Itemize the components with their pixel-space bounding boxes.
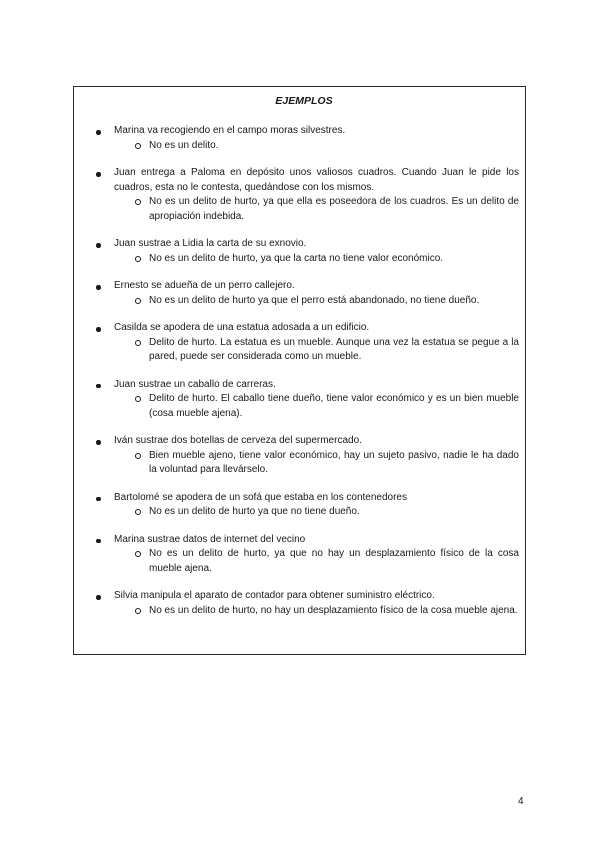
example-case: Marina va recogiendo en el campo moras silvestres.: [114, 125, 346, 136]
example-item: [89, 237, 519, 266]
example-answer-text: Bien mueble ajeno, tiene valor económico, hay un sujeto pasivo, nadie le ha dado la voluntad para llevárselo.: [149, 449, 519, 475]
example-answer: [114, 547, 519, 576]
sub-bullet-icon: [135, 396, 141, 402]
example-item: [89, 166, 519, 224]
example-case: Marina sustrae datos de internet del vecino: [114, 533, 306, 545]
example-answer: [114, 139, 519, 154]
example-answer: [114, 449, 519, 478]
sub-bullet-icon: [135, 143, 141, 149]
example-case: Juan sustrae un caballo de carreras.: [114, 378, 276, 390]
example-case: Iván sustrae dos botellas de cerveza del supermercado.: [114, 435, 362, 446]
bullet-icon: [96, 243, 101, 248]
sub-bullet-icon: [135, 340, 141, 346]
example-answer-text: No es un delito de hurto, ya que ella es poseedora de los cuadros. Es un delito de apropiación indebida.: [149, 196, 519, 222]
example-answer-text: No es un delito de hurto ya que no tiene dueño.: [149, 506, 360, 517]
example-case: Juan sustrae a Lidia la carta de su exnovio.: [114, 238, 307, 249]
sub-bullet-icon: [135, 298, 141, 304]
example-answer-text: No es un delito de hurto, no hay un desplazamiento físico de la cosa mueble ajena.: [149, 604, 518, 616]
example-answer: [114, 294, 519, 309]
example-answer: [114, 195, 519, 224]
example-answer: [114, 392, 519, 421]
bullet-icon: [96, 539, 101, 544]
example-item: [89, 589, 519, 618]
example-answer-text: Delito de hurto. El caballo tiene dueño, tiene valor económico y es un bien mueble (cosa mueble ajena).: [149, 393, 519, 419]
page-number: 4: [518, 796, 524, 807]
examples-title: EJEMPLOS: [275, 95, 333, 107]
example-answer-text: No es un delito de hurto ya que el perro está abandonado, no tiene dueño.: [149, 294, 480, 306]
sub-bullet-icon: [135, 453, 141, 459]
example-item: [89, 533, 519, 577]
example-item: [89, 434, 519, 478]
example-case: Casilda se apodera de una estatua adosada a un edificio.: [114, 322, 370, 333]
bullet-icon: [96, 595, 101, 600]
sub-bullet-icon: [135, 199, 141, 205]
example-item: [89, 321, 519, 365]
example-answer-text: Delito de hurto. La estatua es un mueble. Aunque una vez la estatua se pegue a la pared, puede ser considerada como un mueble.: [149, 336, 519, 362]
bullet-icon: [96, 172, 101, 177]
example-case: Bartolomé se apodera de un sofá que estaba en los contenedores: [114, 491, 407, 503]
example-answer: [114, 604, 519, 619]
examples-box: [73, 86, 526, 655]
example-case: Juan entrega a Paloma en depósito unos valiosos cuadros. Cuando Juan le pide los cuadros, esta no le contesta, quedándose con los mismos.: [114, 167, 519, 193]
example-item: [89, 491, 519, 520]
examples-list: [89, 124, 519, 618]
bullet-icon: [96, 130, 101, 135]
example-answer: [114, 505, 519, 520]
example-item: [89, 124, 519, 153]
example-answer-text: No es un delito de hurto, ya que la carta no tiene valor económico.: [149, 252, 444, 264]
bullet-icon: [96, 285, 101, 290]
sub-bullet-icon: [135, 256, 141, 262]
example-case: Silvia manipula el aparato de contador para obtener suministro eléctrico.: [114, 590, 435, 601]
example-item: [89, 378, 519, 422]
example-answer: [114, 336, 519, 365]
bullet-icon: [96, 384, 101, 389]
bullet-icon: [96, 440, 101, 445]
sub-bullet-icon: [135, 551, 141, 557]
example-answer-text: No es un delito.: [149, 139, 219, 151]
example-answer: [114, 252, 519, 267]
example-item: [89, 279, 519, 308]
sub-bullet-icon: [135, 608, 141, 614]
bullet-icon: [96, 327, 101, 332]
sub-bullet-icon: [135, 509, 141, 515]
example-case: Ernesto se adueña de un perro callejero.: [114, 280, 295, 291]
bullet-icon: [96, 497, 101, 502]
example-answer-text: No es un delito de hurto, ya que no hay un desplazamiento físico de la cosa mueble ajena.: [149, 548, 519, 574]
